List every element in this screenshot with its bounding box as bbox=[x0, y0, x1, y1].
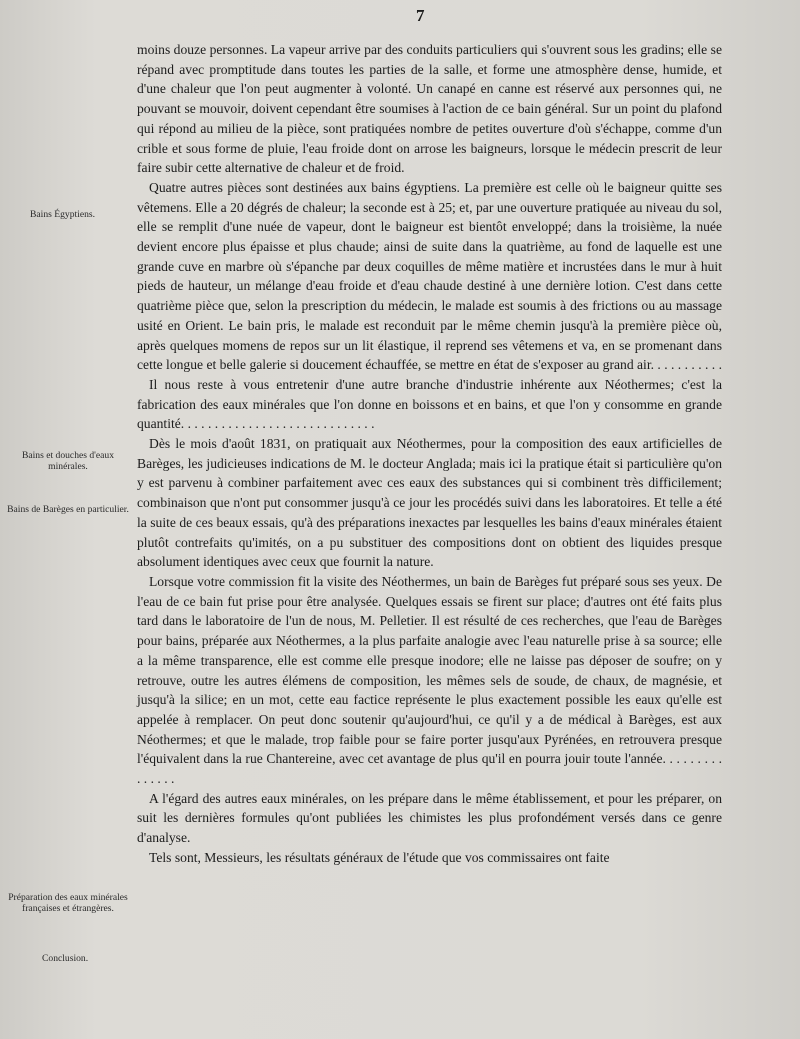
margin-note-bains-egyptiens: Bains Égyptiens. bbox=[30, 209, 96, 220]
margin-note-bains-douches: Bains et douches d'eaux minérales. bbox=[21, 450, 115, 472]
margin-note-bains-bareges: Bains de Barèges en particulier. bbox=[7, 504, 129, 515]
margin-note-conclusion: Conclusion. bbox=[42, 953, 89, 964]
paragraph: moins douze personnes. La vapeur arrive par des conduits particuliers qui s'ouvrent sous les gradins; elle se répand avec promptitude dans toutes les parties de la salle, et forme une atmosphère dense, humide, et d'une chaleur que l'on peut augmenter à volonté. Un canapé en canne est réservé aux personnes qui, ne pouvant se mouvoir, doivent cependant être soumises à l'action de ce bain général. Sur un point du plafond qui répond au milieu de la pièce, sont pratiquées nombre de petites ouverture d'où s'échappe, comme d'un crible et sous forme de pluie, l'eau froide dont on arrose les baigneurs, lorsque le médecin prescrit de leur faire subir cette alternative de chaleur et de froid. bbox=[137, 42, 722, 176]
paragraph: Quatre autres pièces sont destinées aux bains égyptiens. La première est celle où le baigneur quitte ses vêtemens. Elle a 20 dégrés de chaleur; la seconde est à 25; et, par une ouverture pratiquée au niveau du sol, elle se remplit d'une nuée de vapeur, dont le baigneur est bientôt enveloppé; dans la troisième, la nuée devient encore plus épaisse et plus chaude; ainsi de suite dans la quatrième, au fond de laquelle est une grande cuve en marbre où s'épanche par deux coquilles de même matière et incrustées dans le mur à huit pieds de hauteur, un mélange d'eau froide et d'eau chaude destiné à une dernière lotion. C'est dans cette quatrième pièce que, selon la prescription du médecin, le malade est soumis à des frictions ou au massage usité en Orient. Le bain pris, le malade est reconduit par le même chemin jusqu'à la première pièce où, après quelques momens de repos sur un lit élastique, il reprend ses vêtemens et va, en se promenant dans cette longue et belle galerie si doucement échauffée, se mettre en état de s'exposer au grand air. . . . . . . . . . . bbox=[137, 179, 722, 373]
paragraph: A l'égard des autres eaux minérales, on les prépare dans le même établissement, et pour les préparer, on suit les dernières formules qu'ont publiées les chimistes les plus profondément versés dans ce genre d'analyse. bbox=[137, 790, 722, 846]
margin-note-preparation-eaux: Préparation des eaux minérales françaises et étrangères. bbox=[8, 892, 128, 914]
page-number: 7 bbox=[416, 6, 425, 25]
body-text bbox=[137, 40, 722, 868]
paragraph: Lorsque votre commission fit la visite des Néothermes, un bain de Barèges fut préparé sous ses yeux. De l'eau de ce bain fut prise pour être analysée. Quelques essais se firent sur place; d'autres ont été faits plus tard dans le laboratoire de l'un de nous, M. Pelletier. Il est résulté de ces recherches, que l'eau de Barèges pour bains, préparée aux Néothermes, a la plus parfaite analogie avec l'eau naturelle prise à sa source; elle a la même transparence, elle est comme elle presque inodore; elle ne laisse pas déposer de soufre; on y retrouve, outre les autres élémens de composition, les mêmes sels de soude, de chaux, de magnésie, et jusqu'à la silice; en un mot, cette eau factice représente le plus exactement possible les eaux qu'elle est appelée à remplacer. On peut donc soutenir qu'aujourd'hui, ce qu'il y a de médical à Barèges, est aux Néothermes; et que le malade, trop faible pour se faire porter jusqu'aux Pyrénées, en retrouvera presque l'équivalent dans la rue Chantereine, avec cet avantage de plus qu'il en pourra jouir toute l'année. . . . . . . . . . . . . . . bbox=[137, 573, 722, 787]
paragraph: Il nous reste à vous entretenir d'une autre branche d'industrie inhérente aux Néothermes; c'est la fabrication des eaux minérales que l'on donne en boissons et en bains, et que l'on y consomme en grande quantité. . . . . . . . . . . . . . . . . . . . . . . . . . . . . bbox=[137, 376, 722, 432]
paragraph: Tels sont, Messieurs, les résultats généraux de l'étude que vos commissaires ont faite bbox=[149, 849, 610, 865]
paragraph: Dès le mois d'août 1831, on pratiquait aux Néothermes, pour la composition des eaux artificielles de Barèges, les judicieuses indications de M. le docteur Anglada; mais ici la pratique était si particulière qu'on y est parvenu à combiner parfaitement avec ces eaux des substances qui si combinent très difficilement; combinaison que n'ont put consommer jusqu'à ce jour les procédés suivi dans les laboratoires. Et telle a été la suite de ces beaux essais, qu'à des préparations inexactes par lesquelles les bains d'eaux minérales étaient plutôt contrefaits qu'imités, on a pu substituer des compositions dont on obtient des liquides presque absolument identiques avec ceux que fournit la nature. bbox=[137, 436, 722, 570]
